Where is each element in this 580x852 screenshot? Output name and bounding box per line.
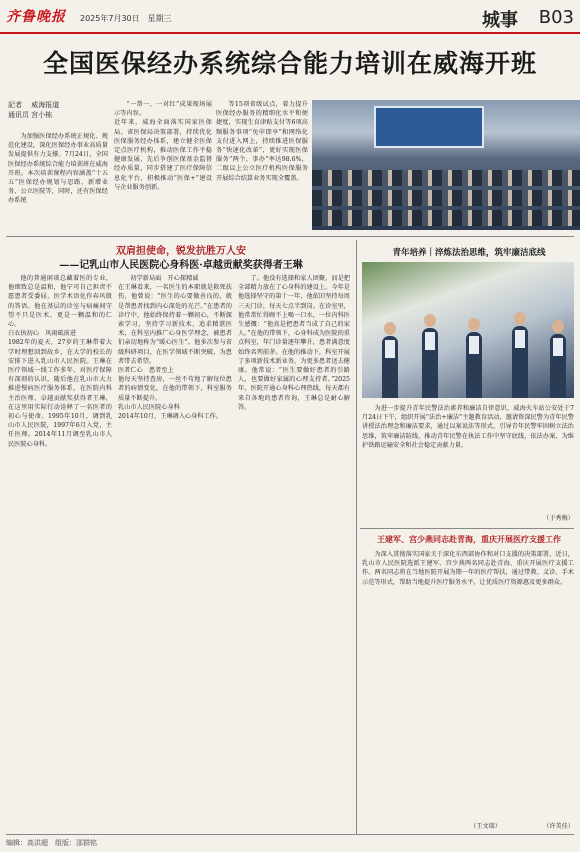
story1-col2 bbox=[114, 100, 212, 230]
story1-col3-text: 等15项省级试点，着力提升医保经办服务的精细化水平和便捷度，实现生育津贴支付等6项高频服务事项“免申即享”和网络化支付进入网上，持续推进医保服务“快速化改革”，更好实现医保服务“两个、事办”率达98.6%，二级以上公立医疗机构医保服务开展综合结算业务实现全覆盖。 bbox=[216, 101, 308, 182]
story4-credit2: （许美佳） bbox=[543, 823, 574, 830]
story1-col3 bbox=[216, 100, 308, 230]
story1-byline: 記者 威海报道 通讯员 宫小栋 bbox=[8, 101, 60, 119]
dateline: 2025年7月30日 星期三 bbox=[80, 14, 172, 23]
story3-credit: （于秀梅） bbox=[543, 515, 574, 522]
story4-body bbox=[362, 550, 574, 820]
police-training-photo bbox=[362, 262, 574, 398]
story2-col2 bbox=[118, 274, 232, 834]
story4-text: 为深入贯彻落实国家关于深化东西部协作和对口支援的决策部署，近日，乳山市人民医院选派王建军、宫少燕两名同志赴青海、重庆开展医疗支援工作。两名同志将在当地医院开展为期一年的医疗帮扶，通过带教、义诊、手术示范等形式，帮助当地提升医疗服务水平，让优质医疗资源惠及更多群众。 bbox=[362, 551, 574, 586]
newspaper-logo: 齐鲁晚报 bbox=[6, 9, 66, 25]
story2-col3-text: 了。他没有选择和家人团聚，而是把全部精力放在了心身科的建设上。今年是他选择坚守的第十一年，他依旧坚持每周三天门诊，每天七点半到岗。在诊室里，他常常忙得顾不上喝一口水，一位内科医生感慨：“他真是把患者当成了自己的家人。”在他的带领下，心身科成为医院的重点科室，年门诊量逐年攀升，患者满意度始终名列前茅。在他的推动下，科室开展了多项新技术新业务，为更多患者送去健康。他常说：“医生要做好患者的引路人，也要做好家属的心理支持者。”2025年，医院开通心身科心理热线，每天都有来自各地的患者咨询，王琳总是耐心解答。 bbox=[238, 275, 350, 411]
story3-body bbox=[362, 404, 574, 512]
story3-text: 为进一步提升青年民警法治素养和廉洁自律意识，威海火车站公安处于7月24日下午，组织开展“法治+廉洁”主题教育活动，邀请资深民警为青年民警讲授法治理念和廉洁要求，通过以案说法等形式，引导青年民警牢固树立法治思维，筑牢廉洁防线，推动青年民警在执法工作中坚守底线，依法办案，为维护铁路运输安全和社会稳定贡献力量。 bbox=[362, 405, 574, 449]
story2-col1 bbox=[8, 274, 112, 834]
story2-col1-text: 他的普通闲谈总藏着医的专业，他细致总是温和，他宁可自己担责不愿患者受委屈，医学术语化作春风般的答语。他在基层的诊室与病痛间守望不只是医术，更是一颗温和的仁心。 白衣执初心 风雨砥前进 1982年的夏天，27岁的王琳带着大学时理想回到故乡，在大学的校长的安排下进入乳山市人民医院。王琳在医疗领域一线工作多年，对医疗保障有深刻的认识，随后他在乳山市大力推进慢病医疗服务体系，在医院内科主治医师、卓越贡献奖获得者王琳，在这里用实际行动诠释了一名医者的初心与使命。1995年10月，调到乳山市人民医院，1997年6月入党，主任医师。2014年11月调至乳山市人民医院心身科。 bbox=[8, 275, 112, 448]
story2-subtitle: ——记乳山市人民医院心身科医·卓越贡献奖获得者王琳 bbox=[59, 260, 303, 271]
story2-col2-text: 初学新局面 开心探精诚 在王琳看来，一名医生的本职就是救死扶伤，他曾说：“医生的心要做善良的，就是帮患者找到内心深处的光芒。”在患者的诊疗中，他始终保持着一颗初心，不断探索学习，坚持学习新技术，追求精湛医术，在科室内推广心身医学理念，被患者们亲切地称为“暖心医生”。他多次参与省级科研项目，在医学领域不断突破，为患者带去希望。 医者仁心 患者至上 他每天坚持查房，一丝不苟地了解每位患者的病情变化，在他的带领下，科室服务质量不断提升。 乳山市人民医院心身科 2014年10月，王琳调入心身科工作。 bbox=[118, 275, 232, 421]
section-name: 城事 bbox=[482, 10, 518, 31]
main-headline: 全国医保经办系统综合能力培训在威海开班 bbox=[42, 49, 537, 78]
story3-title: 青年培养｜淬炼法治思维，筑牢廉洁底线 bbox=[392, 248, 546, 258]
story1-col2-text: “一帮一、一对红”成果现场展示等内容。 近年来，威海全面落实国家医保局、省医保局决策部署，持续优化医保服务经办体系，建立健全医保定点医疗机构，推动医保工作平稳健康发展，先后争创医保基金监督经办质量，同步搭建了医疗保障信息化平台，积极推动“医保+”建设与企业服务创新。 bbox=[114, 101, 212, 191]
story1-col1-text: 为加强医保经办系统正规化、规范化建设，深化医保经办事业高质量发展提供有力支撑。7月24日，全国医保经办系统综合能力培训班在威海开班。本次培训课程内容涵盖“十五五”医保经办规划与思路、新增业务、公立医院等，同时，还有医保经办系统 bbox=[8, 133, 108, 205]
editor-credits: 编辑：高洪超 组版：邵群铭 bbox=[6, 839, 97, 847]
projection-screen-graphic bbox=[374, 106, 484, 148]
column-divider bbox=[356, 240, 357, 834]
masthead bbox=[0, 0, 580, 34]
divider bbox=[6, 236, 574, 237]
story4-credit: （王文瑞） bbox=[470, 823, 501, 830]
story1-col1 bbox=[8, 132, 108, 230]
divider bbox=[360, 528, 574, 529]
training-session-photo bbox=[312, 100, 580, 230]
story2-title: 双肩担使命，锐发抗胜万人安 bbox=[116, 246, 246, 257]
page-number: B03 bbox=[538, 7, 574, 28]
footer-divider bbox=[6, 834, 574, 835]
story2-col3 bbox=[238, 274, 350, 834]
story4-title: 王建军、宫少燕同志赴青海，重庆开展医疗支援工作 bbox=[377, 534, 561, 544]
